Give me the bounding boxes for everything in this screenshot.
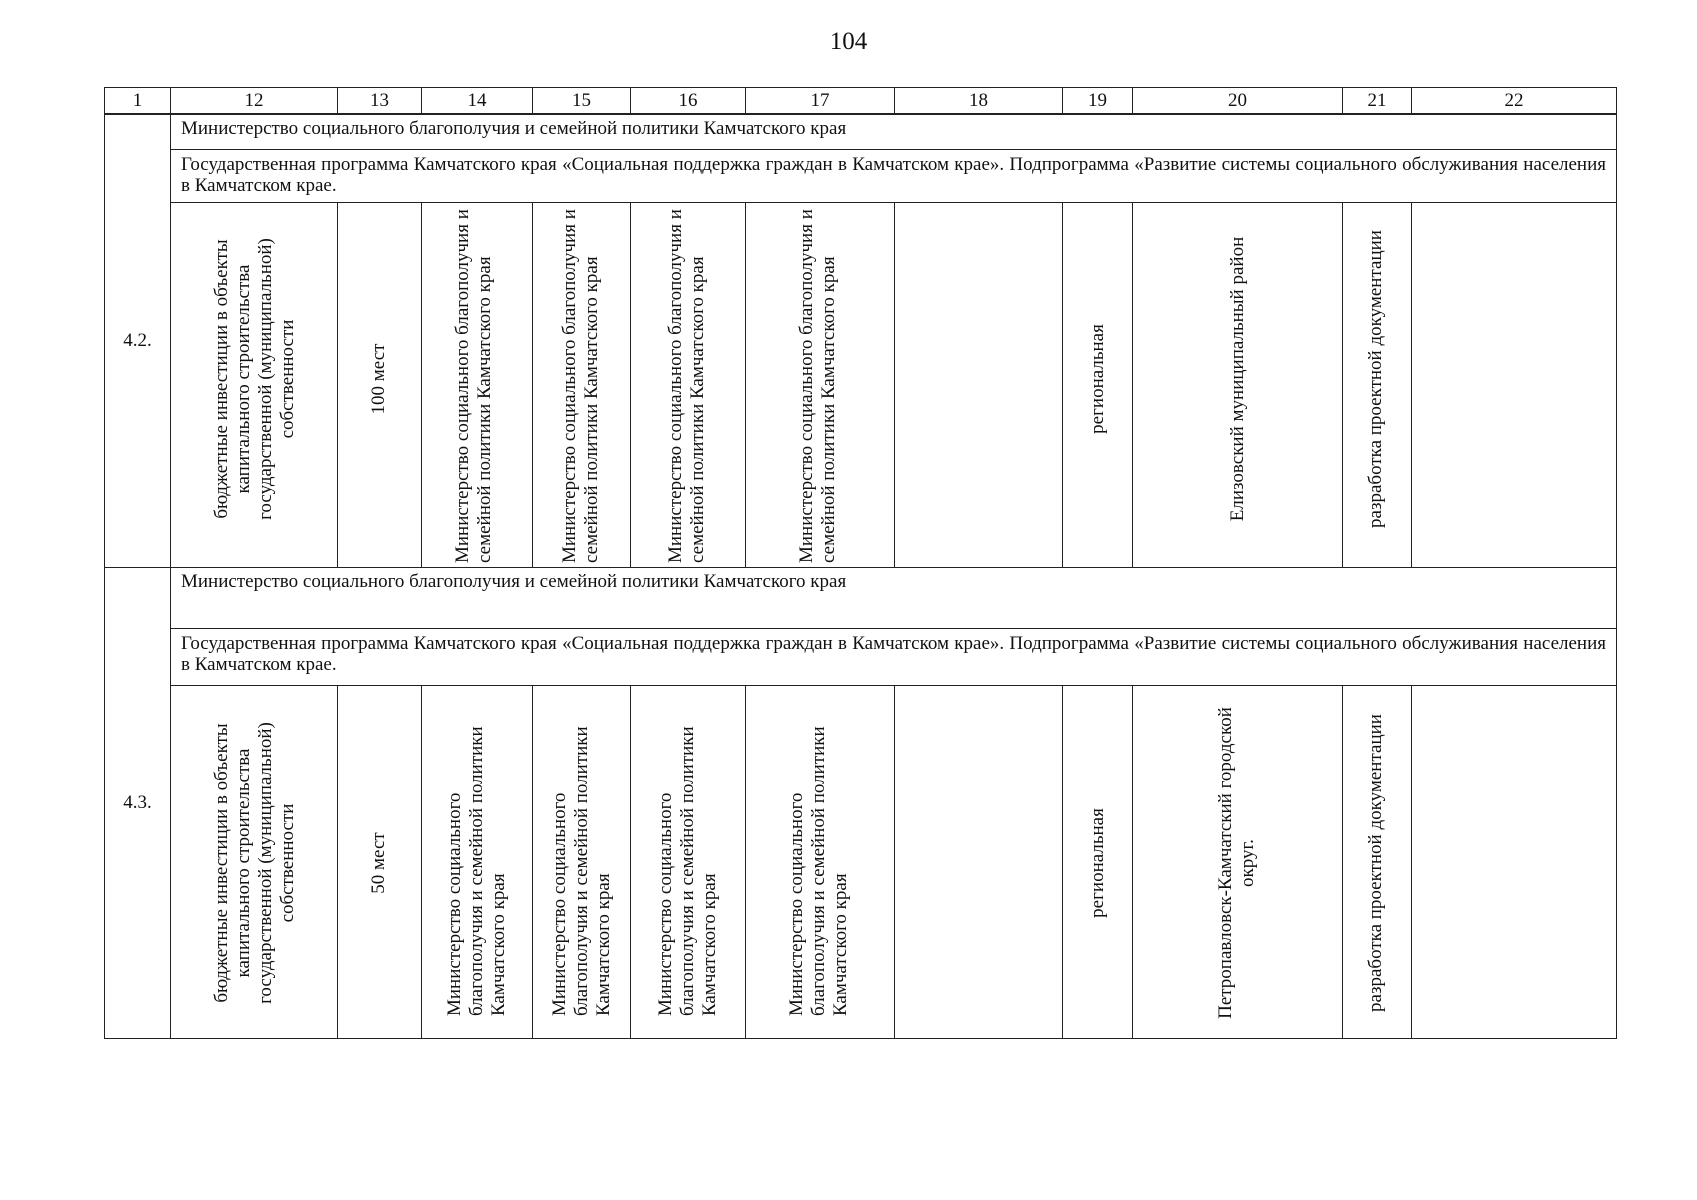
capacity-text: 100 мест [368, 343, 389, 415]
cell-col-16 [631, 203, 746, 568]
cell-col-13 [338, 686, 422, 1039]
column-header: 13 [338, 88, 422, 115]
capacity-text: 50 мест [368, 832, 389, 894]
column-header: 20 [1133, 88, 1343, 115]
cell-col-20 [1133, 686, 1343, 1039]
cell-col-22 [1412, 203, 1617, 568]
cell-col-14 [422, 686, 533, 1039]
investment-type-text: бюджетные инвестиции в объекты капитального строительства государственной (муниципальной) собственности [211, 238, 298, 520]
ministry-line: Министерство социального благополучия и семейной политики Камчатского края [171, 568, 1617, 629]
column-header: 15 [533, 88, 631, 115]
ministry-line: Министерство социального благополучия и семейной политики Камчатского края [171, 114, 1617, 150]
customer-text: Министерство социального благополучия и семейной политики Камчатского края [452, 209, 495, 563]
location-text: Петропавловск-Камчатский городской округ. [1215, 707, 1258, 1019]
cell-col-19 [1063, 203, 1133, 568]
responsible-text: Министерство социального благополучия и семейной политики Камчатского края [786, 726, 851, 1016]
column-header: 18 [895, 88, 1063, 115]
detail-row [105, 203, 1617, 568]
cell-col-21 [1343, 686, 1412, 1039]
stage-text: разработка проектной документации [1365, 714, 1386, 1012]
cell-col-16 [631, 686, 746, 1039]
investment-type-text: бюджетные инвестиции в объекты капитального строительства государственной (муниципальной) собственности [211, 722, 298, 1004]
cell-col-17 [746, 686, 895, 1039]
program-row [105, 629, 1617, 686]
cell-col-13 [338, 203, 422, 568]
row-number: 4.2. [105, 114, 171, 568]
cell-col-17 [746, 203, 895, 568]
cell-col-19 [1063, 686, 1133, 1039]
cell-col-21 [1343, 203, 1412, 568]
cell-col-18 [895, 203, 1063, 568]
significance-text: региональная [1087, 324, 1108, 434]
cell-col-14 [422, 203, 533, 568]
row-number: 4.3. [105, 568, 171, 1039]
ministry-row [105, 114, 1617, 150]
column-header: 19 [1063, 88, 1133, 115]
location-text: Елизовский муниципальный район [1227, 236, 1248, 522]
column-header: 1 [105, 88, 171, 115]
developer-text: Министерство социального благополучия и семейной политики Камчатского края [549, 726, 614, 1016]
significance-text: региональная [1087, 808, 1108, 918]
column-header: 17 [746, 88, 895, 115]
cell-col-22 [1412, 686, 1617, 1039]
cell-col-12 [171, 686, 338, 1039]
program-line: Государственная программа Камчатского края «Социальная поддержка граждан в Камчатском крае». Подпрограмма «Развитие системы социального обслуживания населения в Камчатском крае. [171, 150, 1617, 203]
cell-col-15 [533, 203, 631, 568]
program-row [105, 150, 1617, 203]
executor-text: Министерство социального благополучия и семейной политики Камчатского края [665, 209, 708, 563]
developer-text: Министерство социального благополучия и семейной политики Камчатского края [559, 209, 602, 563]
responsible-text: Министерство социального благополучия и семейной политики Камчатского края [796, 209, 839, 563]
cell-col-20 [1133, 203, 1343, 568]
column-header: 14 [422, 88, 533, 115]
cell-col-15 [533, 686, 631, 1039]
column-header-row [105, 88, 1617, 115]
data-table [104, 87, 1617, 1039]
customer-text: Министерство социального благополучия и семейной политики Камчатского края [444, 726, 509, 1016]
detail-row [105, 686, 1617, 1039]
executor-text: Министерство социального благополучия и семейной политики Камчатского края [655, 726, 720, 1016]
program-line: Государственная программа Камчатского края «Социальная поддержка граждан в Камчатском крае». Подпрограмма «Развитие системы социального обслуживания населения в Камчатском крае. [171, 629, 1617, 686]
page-number: 104 [829, 28, 868, 55]
cell-col-12 [171, 203, 338, 568]
column-header: 22 [1412, 88, 1617, 115]
cell-col-18 [895, 686, 1063, 1039]
column-header: 21 [1343, 88, 1412, 115]
stage-text: разработка проектной документации [1365, 230, 1386, 528]
column-header: 16 [631, 88, 746, 115]
ministry-row [105, 568, 1617, 629]
column-header: 12 [171, 88, 338, 115]
